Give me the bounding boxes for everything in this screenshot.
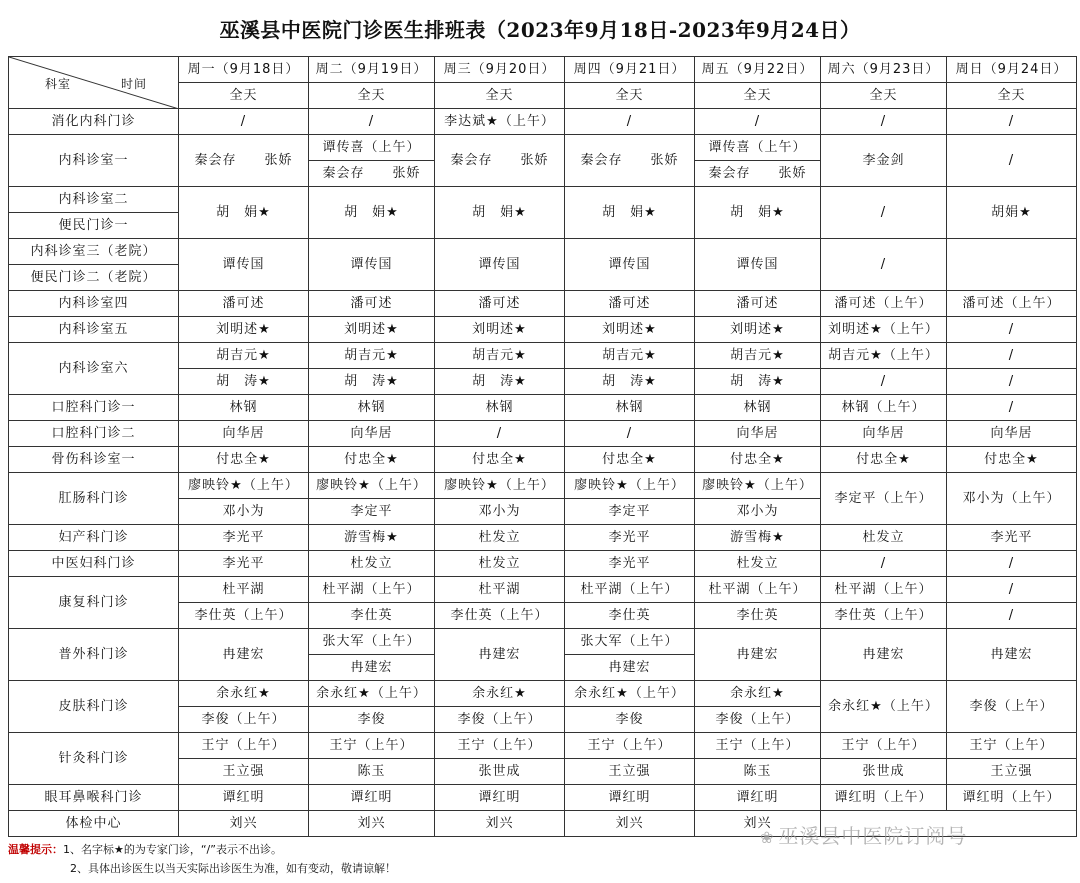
- schedule-cell: 杜发立: [435, 551, 565, 577]
- schedule-cell: 李仕英: [565, 603, 695, 629]
- schedule-cell: 杜平湖（上午）: [821, 577, 947, 603]
- schedule-cell: /: [821, 109, 947, 135]
- schedule-cell: 李光平: [947, 525, 1077, 551]
- schedule-cell: 胡 涛★: [695, 369, 821, 395]
- schedule-cell: 李光平: [179, 525, 309, 551]
- schedule-cell: 胡 涛★: [179, 369, 309, 395]
- wechat-icon: ❀: [760, 828, 775, 847]
- dept-nk1: 内科诊室一: [9, 135, 179, 187]
- schedule-cell: 杜发立: [695, 551, 821, 577]
- schedule-cell: 秦会存 张娇: [435, 135, 565, 187]
- schedule-cell: 王宁（上午）: [947, 733, 1077, 759]
- schedule-cell: 李仕英: [695, 603, 821, 629]
- schedule-cell: 李定平: [565, 499, 695, 525]
- schedule-cell: 向华居: [695, 421, 821, 447]
- schedule-cell: 刘兴: [309, 811, 435, 837]
- schedule-cell: 冉建宏: [435, 629, 565, 681]
- schedule-cell: 胡吉元★: [435, 343, 565, 369]
- schedule-cell: 李俊（上午）: [435, 707, 565, 733]
- schedule-cell: 陈玉: [309, 759, 435, 785]
- corner-dept-label: 科室: [45, 77, 72, 91]
- watermark-text: 巫溪县中医院订阅号: [778, 824, 968, 848]
- schedule-cell: /: [947, 577, 1077, 603]
- dept-fc: 妇产科门诊: [9, 525, 179, 551]
- schedule-cell: 秦会存 张娇: [179, 135, 309, 187]
- schedule-cell: 冉建宏: [565, 655, 695, 681]
- day-header-sun: 周日（9月24日）: [947, 57, 1077, 83]
- dept-pf: 皮肤科门诊: [9, 681, 179, 733]
- schedule-cell: 刘明述★（上午）: [821, 317, 947, 343]
- schedule-cell: 谭传喜（上午）: [695, 135, 821, 161]
- schedule-cell: 秦会存 张娇: [309, 161, 435, 187]
- dept-bm1: 便民门诊一: [9, 213, 179, 239]
- schedule-cell: 杜发立: [309, 551, 435, 577]
- dept-zj: 针灸科门诊: [9, 733, 179, 785]
- schedule-cell: 冉建宏: [947, 629, 1077, 681]
- schedule-cell: 谭红明: [179, 785, 309, 811]
- schedule-cell: 胡吉元★: [695, 343, 821, 369]
- schedule-cell: 胡吉元★: [309, 343, 435, 369]
- schedule-cell: 谭传国: [309, 239, 435, 291]
- schedule-cell: 刘兴: [565, 811, 695, 837]
- schedule-cell: 李仕英（上午）: [435, 603, 565, 629]
- schedule-cell: 邓小为: [179, 499, 309, 525]
- schedule-cell: 余永红★: [179, 681, 309, 707]
- schedule-cell: 潘可述: [565, 291, 695, 317]
- schedule-cell: 王宁（上午）: [821, 733, 947, 759]
- dept-nk3: 内科诊室三（老院）: [9, 239, 179, 265]
- schedule-cell: /: [947, 109, 1077, 135]
- schedule-cell: /: [947, 369, 1077, 395]
- schedule-cell: 谭红明（上午）: [821, 785, 947, 811]
- schedule-cell: 邓小为: [435, 499, 565, 525]
- schedule-cell: 刘明述★: [179, 317, 309, 343]
- schedule-cell: 胡 娟★: [565, 187, 695, 239]
- schedule-cell: 刘明述★: [435, 317, 565, 343]
- schedule-cell: 胡吉元★: [179, 343, 309, 369]
- schedule-cell: 胡吉元★（上午）: [821, 343, 947, 369]
- day-header-tue: 周二（9月19日）: [309, 57, 435, 83]
- schedule-cell: 廖映铃★（上午）: [435, 473, 565, 499]
- schedule-cell: 李仕英: [309, 603, 435, 629]
- schedule-cell: 潘可述: [309, 291, 435, 317]
- schedule-cell: 付忠全★: [309, 447, 435, 473]
- schedule-cell: 刘明述★: [565, 317, 695, 343]
- schedule-cell: 游雪梅★: [309, 525, 435, 551]
- dept-tj: 体检中心: [9, 811, 179, 837]
- allday-thu: 全天: [565, 83, 695, 109]
- schedule-cell: /: [179, 109, 309, 135]
- schedule-cell: 李定平: [309, 499, 435, 525]
- schedule-cell: 李光平: [565, 551, 695, 577]
- allday-fri: 全天: [695, 83, 821, 109]
- dept-pw: 普外科门诊: [9, 629, 179, 681]
- schedule-cell: 王立强: [565, 759, 695, 785]
- dept-kf: 康复科门诊: [9, 577, 179, 629]
- schedule-cell: 向华居: [179, 421, 309, 447]
- schedule-cell: 王立强: [947, 759, 1077, 785]
- dept-gc: 肛肠科门诊: [9, 473, 179, 525]
- schedule-cell: 廖映铃★（上午）: [179, 473, 309, 499]
- schedule-cell: 冉建宏: [821, 629, 947, 681]
- schedule-cell: 张大军（上午）: [565, 629, 695, 655]
- schedule-cell: 林钢: [435, 395, 565, 421]
- schedule-cell: 谭红明: [565, 785, 695, 811]
- schedule-cell: /: [821, 187, 947, 239]
- schedule-cell: /: [947, 135, 1077, 187]
- schedule-cell: 秦会存 张娇: [565, 135, 695, 187]
- schedule-cell: 胡 涛★: [309, 369, 435, 395]
- schedule-cell: 李光平: [179, 551, 309, 577]
- schedule-cell: /: [947, 343, 1077, 369]
- dept-kq1: 口腔科门诊一: [9, 395, 179, 421]
- schedule-cell: 胡 娟★: [435, 187, 565, 239]
- schedule-cell: 王立强: [179, 759, 309, 785]
- schedule-cell: 谭传国: [179, 239, 309, 291]
- schedule-cell: 林钢: [309, 395, 435, 421]
- schedule-cell: 付忠全★: [947, 447, 1077, 473]
- schedule-cell: 张世成: [435, 759, 565, 785]
- schedule-cell: /: [821, 239, 947, 291]
- dept-zyfk: 中医妇科门诊: [9, 551, 179, 577]
- dept-gs: 骨伤科诊室一: [9, 447, 179, 473]
- notes-line-1: 1、名字标★的为专家门诊，“/”表示不出诊。: [63, 843, 282, 856]
- schedule-cell: 李仕英（上午）: [179, 603, 309, 629]
- schedule-cell: /: [565, 109, 695, 135]
- corner-time-label: 时间: [121, 77, 148, 91]
- schedule-cell: 付忠全★: [179, 447, 309, 473]
- schedule-cell: 游雪梅★: [695, 525, 821, 551]
- schedule-cell: 刘兴: [435, 811, 565, 837]
- dept-nk6: 内科诊室六: [9, 343, 179, 395]
- dept-nk2: 内科诊室二: [9, 187, 179, 213]
- schedule-cell: 王宁（上午）: [179, 733, 309, 759]
- schedule-cell: 李定平（上午）: [821, 473, 947, 525]
- schedule-cell: /: [947, 395, 1077, 421]
- schedule-cell: 胡 娟★: [309, 187, 435, 239]
- schedule-cell: 谭传国: [435, 239, 565, 291]
- corner-header-cell: [9, 57, 179, 109]
- day-header-sat: 周六（9月23日）: [821, 57, 947, 83]
- schedule-cell: 付忠全★: [565, 447, 695, 473]
- schedule-cell: 谭红明: [309, 785, 435, 811]
- schedule-cell: 余永红★（上午）: [565, 681, 695, 707]
- schedule-cell: /: [821, 551, 947, 577]
- schedule-cell: 李俊: [565, 707, 695, 733]
- schedule-cell: 林钢: [695, 395, 821, 421]
- schedule-cell: 谭红明: [695, 785, 821, 811]
- schedule-cell: 杜平湖: [179, 577, 309, 603]
- schedule-cell: 廖映铃★（上午）: [565, 473, 695, 499]
- schedule-cell: 廖映铃★（上午）: [695, 473, 821, 499]
- schedule-cell: 付忠全★: [695, 447, 821, 473]
- schedule-cell: 付忠全★: [821, 447, 947, 473]
- schedule-cell: 谭传喜（上午）: [309, 135, 435, 161]
- schedule-cell: 谭红明（上午）: [947, 785, 1077, 811]
- schedule-cell: 李达斌★（上午）: [435, 109, 565, 135]
- schedule-cell: /: [821, 369, 947, 395]
- day-header-mon: 周一（9月18日）: [179, 57, 309, 83]
- schedule-cell: 杜平湖（上午）: [565, 577, 695, 603]
- footer-notes: [8, 840, 396, 878]
- schedule-cell: 张世成: [821, 759, 947, 785]
- schedule-cell: 潘可述（上午）: [947, 291, 1077, 317]
- schedule-cell: 李金剑: [821, 135, 947, 187]
- schedule-cell: 潘可述: [695, 291, 821, 317]
- dept-xiaohua: 消化内科门诊: [9, 109, 179, 135]
- schedule-cell: /: [947, 317, 1077, 343]
- schedule-cell: 潘可述: [179, 291, 309, 317]
- schedule-cell: 杜发立: [821, 525, 947, 551]
- schedule-cell: 刘明述★: [309, 317, 435, 343]
- schedule-cell: 杜平湖（上午）: [695, 577, 821, 603]
- schedule-cell: /: [309, 109, 435, 135]
- corner-diagonal: [9, 57, 179, 109]
- schedule-cell: 李仕英（上午）: [821, 603, 947, 629]
- notes-line-2: 2、具体出诊医生以当天实际出诊医生为准，如有变动，敬请谅解！: [70, 862, 396, 875]
- schedule-cell: 胡 涛★: [565, 369, 695, 395]
- schedule-cell: /: [565, 421, 695, 447]
- schedule-cell: 向华居: [821, 421, 947, 447]
- schedule-cell: 李俊（上午）: [179, 707, 309, 733]
- schedule-cell: 余永红★（上午）: [309, 681, 435, 707]
- dept-nk5: 内科诊室五: [9, 317, 179, 343]
- schedule-cell: 林钢: [179, 395, 309, 421]
- day-header-thu: 周四（9月21日）: [565, 57, 695, 83]
- schedule-cell: 冉建宏: [695, 629, 821, 681]
- schedule-cell: 杜发立: [435, 525, 565, 551]
- schedule-cell: 秦会存 张娇: [695, 161, 821, 187]
- notes-label: 温馨提示：: [8, 843, 63, 856]
- schedule-cell: 谭传国: [695, 239, 821, 291]
- schedule-cell: 胡吉元★: [565, 343, 695, 369]
- watermark: [760, 820, 967, 849]
- schedule-cell: 邓小为（上午）: [947, 473, 1077, 525]
- allday-tue: 全天: [309, 83, 435, 109]
- dept-ebh: 眼耳鼻喉科门诊: [9, 785, 179, 811]
- schedule-cell: 林钢: [565, 395, 695, 421]
- schedule-cell: 廖映铃★（上午）: [309, 473, 435, 499]
- schedule-cell: /: [435, 421, 565, 447]
- schedule-cell: 潘可述（上午）: [821, 291, 947, 317]
- schedule-cell: /: [695, 109, 821, 135]
- schedule-cell: [947, 239, 1077, 291]
- schedule-cell: 李俊: [309, 707, 435, 733]
- day-header-wed: 周三（9月20日）: [435, 57, 565, 83]
- schedule-cell: 余永红★: [435, 681, 565, 707]
- allday-mon: 全天: [179, 83, 309, 109]
- schedule-cell: 刘兴: [179, 811, 309, 837]
- schedule-cell: 胡娟★: [947, 187, 1077, 239]
- dept-nk4: 内科诊室四: [9, 291, 179, 317]
- schedule-cell: 余永红★（上午）: [821, 681, 947, 733]
- dept-kq2: 口腔科门诊二: [9, 421, 179, 447]
- page-title: 巫溪县中医院门诊医生排班表（2023年9月18日-2023年9月24日）: [219, 18, 861, 42]
- allday-wed: 全天: [435, 83, 565, 109]
- schedule-cell: 付忠全★: [435, 447, 565, 473]
- schedule-cell: 李俊（上午）: [695, 707, 821, 733]
- schedule-table: [8, 56, 1077, 837]
- schedule-cell: 向华居: [309, 421, 435, 447]
- schedule-cell: 李俊（上午）: [947, 681, 1077, 733]
- allday-sat: 全天: [821, 83, 947, 109]
- day-header-fri: 周五（9月22日）: [695, 57, 821, 83]
- schedule-cell: 张大军（上午）: [309, 629, 435, 655]
- schedule-cell: 王宁（上午）: [309, 733, 435, 759]
- dept-bm2: 便民门诊二（老院）: [9, 265, 179, 291]
- schedule-cell: 杜平湖（上午）: [309, 577, 435, 603]
- schedule-cell: 李光平: [565, 525, 695, 551]
- schedule-cell: 邓小为: [695, 499, 821, 525]
- schedule-cell: 杜平湖: [435, 577, 565, 603]
- schedule-cell: 潘可述: [435, 291, 565, 317]
- schedule-cell: 王宁（上午）: [435, 733, 565, 759]
- schedule-cell: 冉建宏: [309, 655, 435, 681]
- schedule-cell: 王宁（上午）: [695, 733, 821, 759]
- schedule-cell: /: [947, 551, 1077, 577]
- schedule-cell: 刘明述★: [695, 317, 821, 343]
- schedule-cell: 林钢（上午）: [821, 395, 947, 421]
- schedule-cell: 谭红明: [435, 785, 565, 811]
- schedule-cell: 余永红★: [695, 681, 821, 707]
- allday-sun: 全天: [947, 83, 1077, 109]
- schedule-cell: /: [947, 603, 1077, 629]
- schedule-cell: 胡 娟★: [695, 187, 821, 239]
- schedule-cell: 冉建宏: [179, 629, 309, 681]
- schedule-cell: 陈玉: [695, 759, 821, 785]
- schedule-cell: 谭传国: [565, 239, 695, 291]
- schedule-cell: 向华居: [947, 421, 1077, 447]
- schedule-cell: 胡 娟★: [179, 187, 309, 239]
- schedule-cell: 胡 涛★: [435, 369, 565, 395]
- schedule-cell: 王宁（上午）: [565, 733, 695, 759]
- schedule-cell: 刘兴: [695, 811, 821, 837]
